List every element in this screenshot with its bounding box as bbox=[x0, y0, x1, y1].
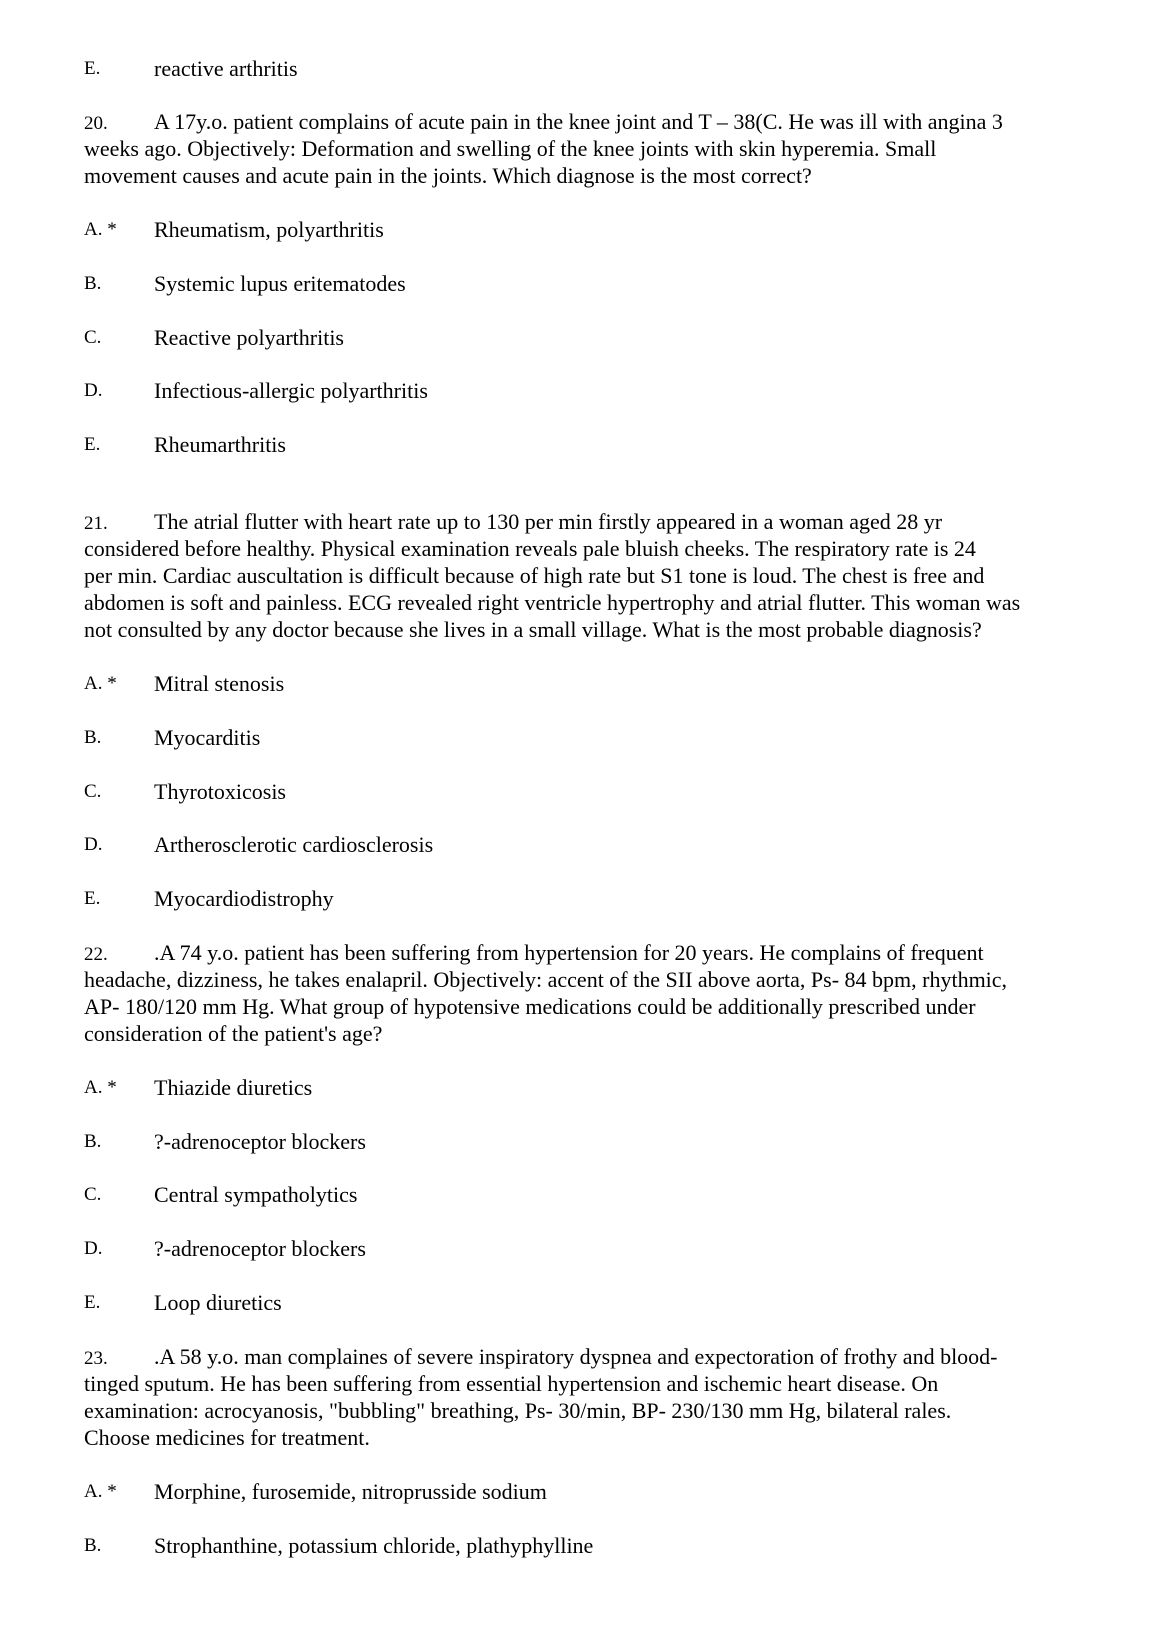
option-text: Strophanthine, potassium chloride, plathyphylline bbox=[154, 1533, 594, 1558]
option-text: Artherosclerotic cardiosclerosis bbox=[154, 832, 434, 857]
option-letter: B. bbox=[84, 1535, 102, 1556]
option-text: Morphine, furosemide, nitroprusside sodium bbox=[154, 1479, 547, 1504]
question-23-line-1: 23. .A 58 y.o. man complaines of severe inspiratory dyspnea and expectoration of frothy and blood- bbox=[84, 1343, 998, 1372]
question-20-line-2: weeks ago. Objectively: Deformation and swelling of the knee joints with skin hyperemia. Small bbox=[84, 136, 937, 161]
option-letter: D. bbox=[84, 1238, 103, 1259]
option-text: ?-adrenoceptor blockers bbox=[154, 1236, 366, 1261]
option-letter: E. bbox=[84, 58, 101, 79]
question-23-line-4: Choose medicines for treatment. bbox=[84, 1425, 370, 1450]
option-text: Systemic lupus eritematodes bbox=[154, 271, 406, 296]
option-text: Rheumatism, polyarthritis bbox=[154, 217, 384, 242]
question-22-line-4: consideration of the patient's age? bbox=[84, 1021, 383, 1046]
option-letter: B. bbox=[84, 273, 102, 294]
option-text: Reactive polyarthritis bbox=[154, 325, 344, 350]
option-letter: D. bbox=[84, 380, 103, 401]
question-23-line-3: examination: acrocyanosis, "bubbling" breathing, Ps- 30/min, BP- 230/130 mm Hg, bilateral rales. bbox=[84, 1398, 952, 1423]
question-21-line-5: not consulted by any doctor because she lives in a small village. What is the most probable diagnosis? bbox=[84, 617, 982, 642]
question-21-line-4: abdomen is soft and painless. ECG revealed right ventricle hypertrophy and atrial flutter. This woman was bbox=[84, 590, 1021, 615]
question-22-line-1: 22. .A 74 y.o. patient has been suffering from hypertension for 20 years. He complains of frequent bbox=[84, 939, 984, 968]
option-letter: B. bbox=[84, 1131, 102, 1152]
option-letter: B. bbox=[84, 727, 102, 748]
option-text: Thiazide diuretics bbox=[154, 1075, 313, 1100]
option-letter: A. * bbox=[84, 219, 117, 240]
question-23-line-2: tinged sputum. He has been suffering from essential hypertension and ischemic heart disease. On bbox=[84, 1371, 939, 1396]
question-number: 20. bbox=[84, 113, 108, 134]
option-text: Rheumarthritis bbox=[154, 432, 286, 457]
option-text: Infectious-allergic polyarthritis bbox=[154, 378, 428, 403]
question-number: 21. bbox=[84, 513, 108, 534]
option-letter: E. bbox=[84, 434, 101, 455]
question-20-line-1: 20. A 17y.o. patient complains of acute pain in the knee joint and T – 38(C. He was ill with angina 3 bbox=[84, 108, 1003, 137]
option-letter: D. bbox=[84, 834, 103, 855]
option-text: Mitral stenosis bbox=[154, 671, 285, 696]
question-22-line-2: headache, dizziness, he takes enalapril. Objectively: accent of the SII above aorta, Ps- 84 bpm, rhythmic, bbox=[84, 967, 1008, 992]
option-text: Loop diuretics bbox=[154, 1290, 282, 1315]
question-21-line-2: considered before healthy. Physical examination reveals pale bluish cheeks. The respiratory rate is 24 bbox=[84, 536, 976, 561]
option-text: Myocardiodistrophy bbox=[154, 886, 334, 911]
option-letter: A. * bbox=[84, 1481, 117, 1502]
question-20-line-3: movement causes and acute pain in the joints. Which diagnose is the most correct? bbox=[84, 163, 812, 188]
question-number: 22. bbox=[84, 944, 108, 965]
option-letter: A. * bbox=[84, 673, 117, 694]
option-letter: A. * bbox=[84, 1077, 117, 1098]
option-text: Thyrotoxicosis bbox=[154, 779, 286, 804]
question-21-line-3: per min. Cardiac auscultation is difficult because of high rate but S1 tone is loud. The chest is free and bbox=[84, 563, 985, 588]
option-letter: C. bbox=[84, 327, 102, 348]
question-21-line-1: 21. The atrial flutter with heart rate up to 130 per min firstly appeared in a woman aged 28 yr bbox=[84, 508, 942, 537]
option-text: Myocarditis bbox=[154, 725, 261, 750]
option-letter: C. bbox=[84, 781, 102, 802]
option-letter: E. bbox=[84, 888, 101, 909]
option-text: reactive arthritis bbox=[154, 56, 298, 81]
option-text: ?-adrenoceptor blockers bbox=[154, 1129, 366, 1154]
option-letter: E. bbox=[84, 1292, 101, 1313]
question-number: 23. bbox=[84, 1348, 108, 1369]
option-text: Central sympatholytics bbox=[154, 1182, 358, 1207]
question-22-line-3: AP- 180/120 mm Hg. What group of hypotensive medications could be additionally prescribed under bbox=[84, 994, 976, 1019]
option-letter: C. bbox=[84, 1184, 102, 1205]
